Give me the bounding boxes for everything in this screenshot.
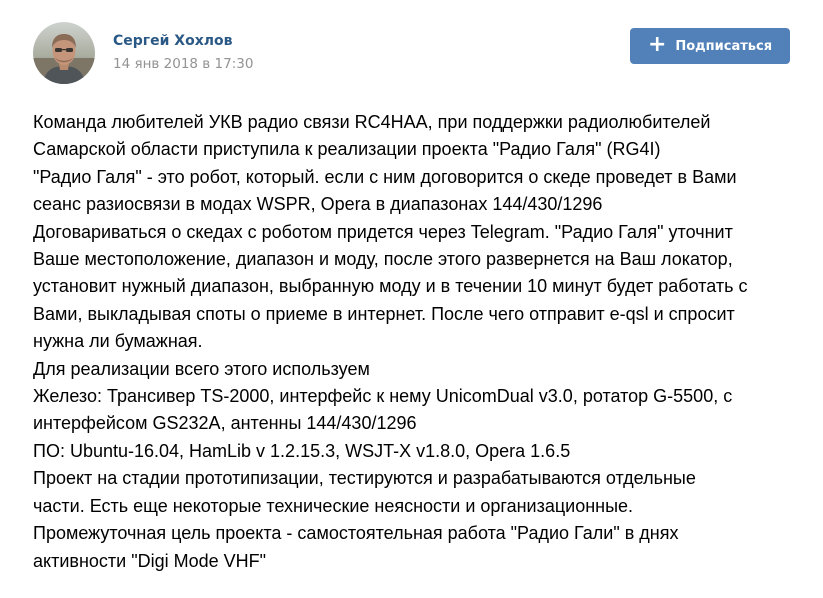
post-text	[33, 109, 813, 575]
subscribe-label: Подписаться	[675, 38, 773, 54]
post-text-line: Для реализации всего этого используем	[33, 358, 370, 379]
post-text-line: "Радио Галя" - это робот, который. если с ним договорится о скеде проведет в Вами	[33, 166, 737, 187]
post-date-link[interactable]: 14 янв 2018 в 17:30	[113, 56, 254, 72]
post-text-line: Промежуточная цель проекта - самостоятельная работа "Радио Гали" в днях	[33, 523, 679, 544]
post-text-line: Железо: Трансивер TS-2000, интерфейс к нему UnicomDual v3.0, ротатор G-5500, с	[33, 386, 733, 407]
author-avatar[interactable]	[33, 22, 95, 84]
post-text-line: Вами, выкладывая споты о приеме в интернет. После чего отправит e-qsl и спросит	[33, 303, 735, 324]
post-text-line: Проект на стадии прототипизации, тестируются и разрабатываются отдельные	[33, 468, 696, 489]
author-name-link[interactable]: Сергей Хохлов	[113, 33, 233, 49]
post-text-line: Команда любителей УКВ радио связи RC4HAA, при поддержки радиолюбителей	[33, 112, 711, 132]
subscribe-button[interactable]	[630, 28, 790, 64]
post-text-line: интерфейсом GS232A, антенны 144/430/1296	[33, 413, 417, 434]
post-text-line: установит нужный диапазон, выбранную моду и в течении 10 минут будет работать с	[33, 276, 748, 297]
post-text-line: нужна ли бумажная.	[33, 331, 203, 352]
post-text-line: активности "Digi Mode VHF"	[33, 550, 267, 571]
post-text-line: Самарской области приступила к реализации проекта "Радио Галя" (RG4I)	[33, 139, 661, 160]
post-text-line: сеанс разиосвязи в модах WSPR, Opera в диапазонах 144/430/1296	[33, 194, 603, 215]
post-text-line: Ваше местоположение, диапазон и моду, после этого развернется на Ваш локатор,	[33, 249, 733, 270]
post-text-line: части. Есть еще некоторые технические неясности и организационные.	[33, 495, 634, 516]
post-text-line: ПО: Ubuntu-16.04, HamLib v 1.2.15.3, WSJT-X v1.8.0, Opera 1.6.5	[33, 440, 571, 461]
user-photo-avatar-icon	[33, 22, 95, 84]
post-text-line: Договариваться о скедах с роботом придется через Telegram. "Радио Галя" уточнит	[33, 221, 733, 242]
plus-icon: +	[647, 32, 667, 57]
